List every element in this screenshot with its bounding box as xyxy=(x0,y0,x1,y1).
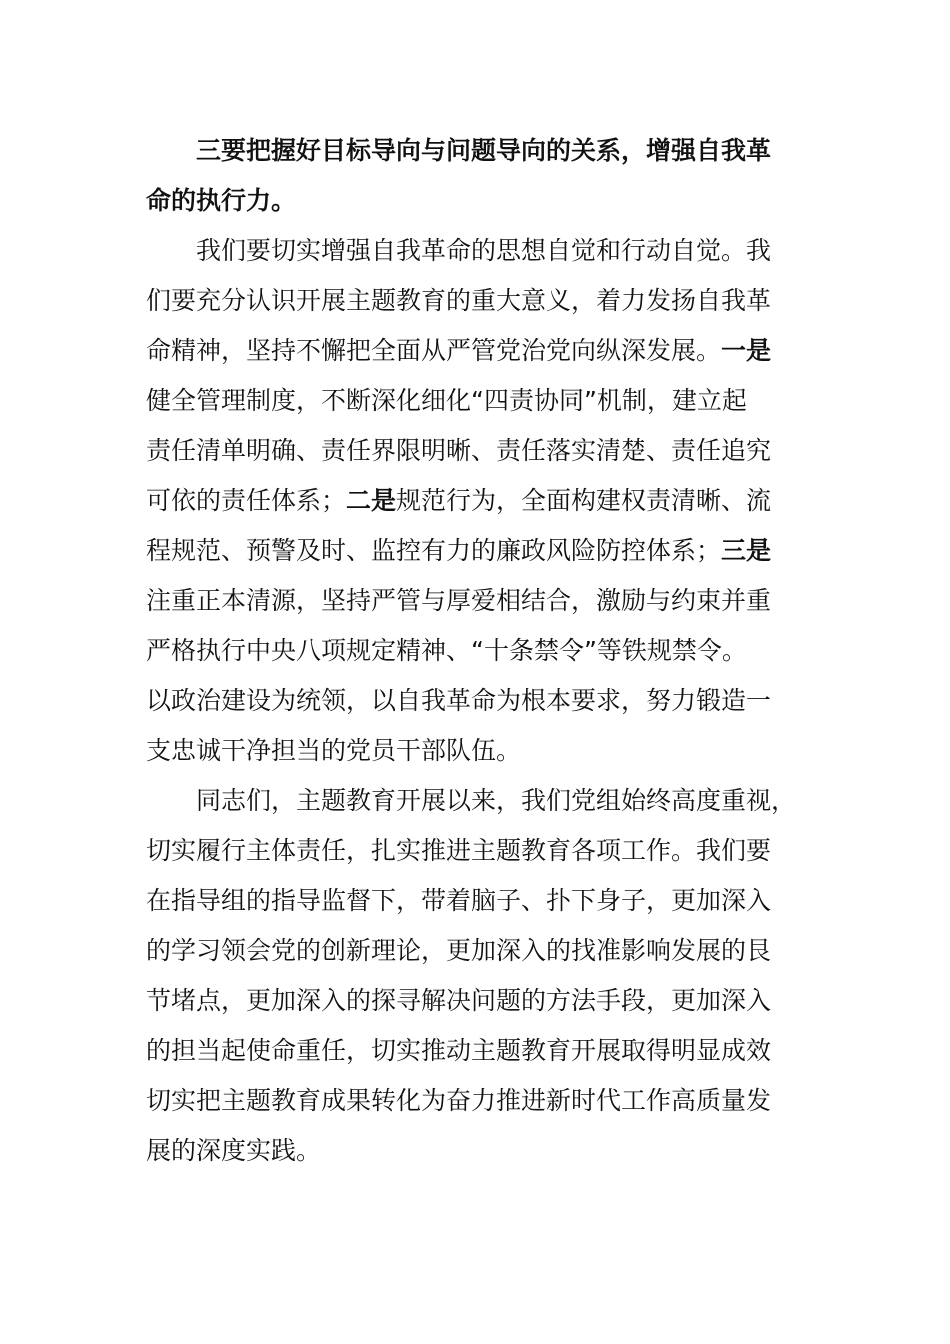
paragraph-line xyxy=(146,476,810,526)
heading-line-2: 命的执行力。 xyxy=(146,186,297,215)
paragraph-line: 展的深度实践。 xyxy=(146,1136,322,1165)
paragraph-line: 们要充分认识开展主题教育的重大意义，着力发扬自我革 xyxy=(146,286,772,315)
paragraph-1 xyxy=(146,226,810,776)
paragraph-2 xyxy=(146,776,810,1176)
enumeration-marker: 三是 xyxy=(721,536,772,565)
paragraph-text: 命精神，坚持不懈把全面从严管党治党向纵深发展。 xyxy=(146,336,722,365)
paragraph-line: 节堵点，更加深入的探寻解决问题的方法手段，更加深入 xyxy=(146,986,772,1015)
paragraph-line: 我们要切实增强自我革命的思想自觉和行动自觉。我 xyxy=(196,236,772,265)
paragraph-line: 的担当起使命重任，切实推动主题教育开展取得明显成效 xyxy=(146,1036,772,1065)
paragraph-line: 责任清单明确、责任界限明晰、责任落实清楚、责任追究 xyxy=(146,436,772,465)
paragraph-line: 切实履行主体责任，扎实推进主题教育各项工作。我们要 xyxy=(146,836,772,865)
paragraph-line xyxy=(146,526,810,576)
paragraph-line: 的学习领会党的创新理论，更加深入的找准影响发展的艮 xyxy=(146,936,772,965)
paragraph-line: 健全管理制度，不断深化细化“四责协同”机制，建立起 xyxy=(146,386,747,415)
paragraph-line: 同志们，主题教育开展以来，我们党组始终高度重视， xyxy=(196,786,797,815)
paragraph-line xyxy=(146,326,810,376)
paragraph-text: 规范行为，全面构建权责清晰、流 xyxy=(396,486,772,515)
paragraph-line: 切实把主题教育成果转化为奋力推进新时代工作高质量发 xyxy=(146,1086,772,1115)
paragraph-line: 以政治建设为统领，以自我革命为根本要求，努力锻造一 xyxy=(146,686,772,715)
paragraph-line: 严格执行中央八项规定精神、“十条禁令”等铁规禁令。 xyxy=(146,636,747,665)
enumeration-marker: 一是 xyxy=(721,336,772,365)
paragraph-line: 注重正本清源，坚持严管与厚爱相结合，激励与约束并重 xyxy=(146,586,772,615)
paragraph-line: 支忠诚干净担当的党员干部队伍。 xyxy=(146,736,522,765)
paragraph-text: 可依的责任体系； xyxy=(146,486,347,515)
enumeration-marker: 二是 xyxy=(346,486,397,515)
heading-line-1: 三要把握好目标导向与问题导向的关系，增强自我革 xyxy=(196,136,772,165)
paragraph-line: 在指导组的指导监督下，带着脑子、扑下身子，更加深入 xyxy=(146,886,772,915)
document-body xyxy=(146,126,810,1176)
paragraph-text: 程规范、预警及时、监控有力的廉政风险防控体系； xyxy=(146,536,722,565)
